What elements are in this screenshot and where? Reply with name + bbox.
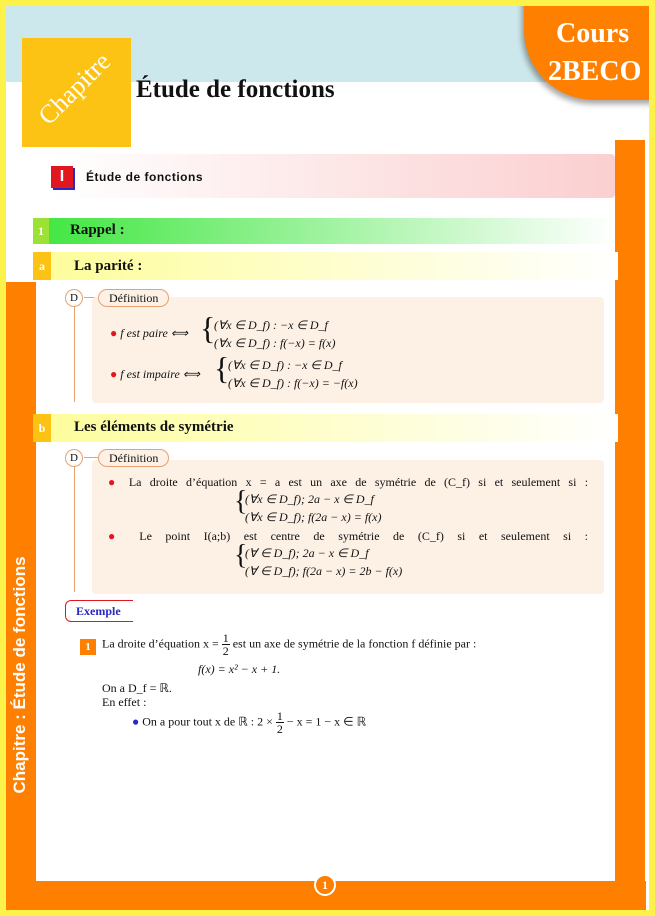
center-brace: { xyxy=(234,540,248,571)
example-function: f(x) = x² − x + 1. xyxy=(198,662,281,676)
example-bullet-fraction-num: 1 xyxy=(276,709,283,723)
axis-condition-1: (∀x ∈ D_f); 2a − x ∈ D_f xyxy=(245,492,374,506)
example-bullet-after: − x = 1 − x ∈ ℝ xyxy=(286,714,367,729)
page-title: Étude de fonctions xyxy=(136,76,335,103)
even-condition-1: (∀x ∈ D_f) : −x ∈ D_f xyxy=(214,318,328,332)
symmetry-def-label: Définition xyxy=(98,449,169,467)
example-bullet-row xyxy=(132,710,366,735)
center-condition-2: (∀ ∈ D_f); f(2a − x) = 2b − f(x) xyxy=(245,564,403,578)
page-number: 1 xyxy=(314,874,336,896)
axis-definition-text: La droite d’équation x = a est un axe de symétrie de (C_f) si et seulement si : xyxy=(128,475,589,489)
center-definition-row xyxy=(108,529,588,544)
odd-brace: { xyxy=(214,350,230,386)
axis-bullet: ● xyxy=(108,475,121,489)
parity-letter: a xyxy=(33,252,51,280)
axis-condition-2: (∀x ∈ D_f); f(2a − x) = f(x) xyxy=(245,510,382,524)
odd-condition-1: (∀x ∈ D_f) : −x ∈ D_f xyxy=(228,358,342,372)
parity-def-label: Définition xyxy=(98,289,169,307)
example-bullet-fraction-den: 2 xyxy=(276,722,283,736)
example-intro-before: La droite d’équation x = xyxy=(102,636,219,651)
symmetry-letter: b xyxy=(33,414,51,442)
even-bullet: ● xyxy=(110,326,118,340)
chapter-label: Chapitre xyxy=(32,46,117,131)
even-brace: { xyxy=(200,310,216,346)
side-chapter-label xyxy=(5,545,35,805)
section-number: I xyxy=(51,166,73,188)
side-chapter-text: Chapitre : Étude de fonctions xyxy=(10,556,29,794)
example-en-effet: En effet : xyxy=(102,695,147,709)
symmetry-def-line xyxy=(74,466,75,592)
parity-title: La parité : xyxy=(74,258,143,274)
parity-def-line xyxy=(74,300,75,402)
axis-brace: { xyxy=(234,486,248,517)
example-fraction-den: 2 xyxy=(222,644,229,658)
example-fraction-num: 1 xyxy=(222,631,229,645)
example-bullet: ● xyxy=(132,714,140,729)
chapter-box xyxy=(22,38,131,147)
even-label-row xyxy=(110,326,188,341)
odd-condition-2: (∀x ∈ D_f) : f(−x) = −f(x) xyxy=(228,376,358,390)
odd-bullet: ● xyxy=(110,367,118,381)
example-intro-after: est un axe de symétrie de la fonction f définie par : xyxy=(232,636,477,651)
symmetry-title: Les éléments de symétrie xyxy=(74,419,234,435)
center-bullet: ● xyxy=(108,529,126,543)
course-badge-line2: 2BECO xyxy=(548,56,642,87)
section-title: Étude de fonctions xyxy=(86,170,203,184)
axis-definition-row xyxy=(108,475,588,490)
even-label: f est paire ⟺ xyxy=(120,326,189,340)
example-fraction xyxy=(222,632,230,657)
example-label: Exemple xyxy=(65,600,133,622)
parity-def-marker: D xyxy=(65,289,83,307)
course-badge-line1: Cours xyxy=(556,18,630,49)
center-definition-text: Le point I(a;b) est centre de symétrie de (C_f) si et seulement si : xyxy=(139,529,589,543)
example-bullet-fraction xyxy=(276,710,284,735)
rappel-title: Rappel : xyxy=(70,222,125,238)
center-condition-1: (∀ ∈ D_f); 2a − x ∈ D_f xyxy=(245,546,369,560)
symmetry-def-marker: D xyxy=(65,449,83,467)
even-condition-2: (∀x ∈ D_f) : f(−x) = f(x) xyxy=(214,336,336,350)
example-domain: On a D_f = ℝ. xyxy=(102,681,172,695)
rappel-number: 1 xyxy=(33,218,49,244)
example-bullet-before: On a pour tout x de ℝ : 2 × xyxy=(142,714,273,729)
right-margin-band xyxy=(615,140,645,910)
example-number: 1 xyxy=(80,639,96,655)
odd-label-row xyxy=(110,367,200,382)
odd-label: f est impaire ⟺ xyxy=(120,367,201,381)
example-intro xyxy=(102,632,476,657)
